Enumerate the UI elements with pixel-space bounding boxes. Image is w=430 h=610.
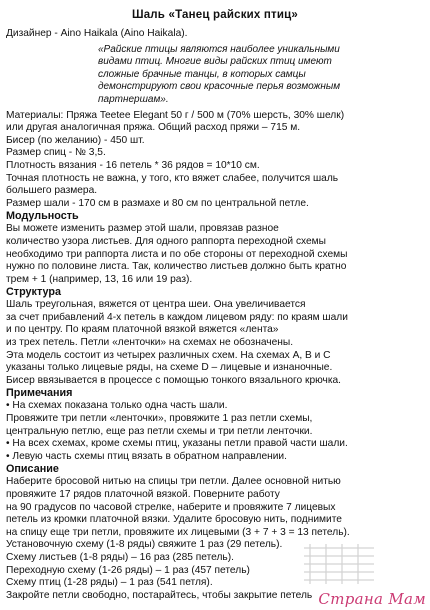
materials-line: большего размера.	[6, 185, 98, 197]
section-heading: Модульность	[6, 210, 79, 223]
section-line: • Левую часть схемы птиц вязать в обратном направлении.	[6, 450, 287, 462]
materials-line: Бисер (по желанию) - 450 шт.	[6, 134, 145, 146]
site-watermark: Страна Мам	[318, 590, 426, 608]
section-line: Схему листьев (1-8 ряды) – 16 раз (285 петель).	[6, 551, 234, 563]
materials-line: Материалы: Пряжа Teetee Elegant 50 г / 500 м (70% шерсть, 30% шелк)	[6, 109, 345, 121]
intro-quote	[98, 44, 403, 107]
section-line: Наберите бросовой нитью на спицы три петли. Далее основной нитью	[6, 476, 341, 488]
section-line: • На всех схемах, кроме схемы птиц, указаны петли правой части шали.	[6, 438, 348, 450]
section-line: провяжите 17 рядов платочной вязкой. Поверните работу	[6, 489, 280, 500]
materials-line: или другая аналогичная пряжа. Общий расход пряжи – 715 м.	[6, 122, 301, 134]
section-line: указаны только лицевые ряды, на схеме D – лицевые и изнаночные.	[6, 362, 333, 374]
quote-line: демонстрируют свои красочные перья возможным	[98, 81, 341, 93]
section-line: и по центру. По краям платочной вязкой вяжется «лента»	[6, 324, 279, 336]
section-line: Бисер ввязывается в процессе с помощью тонкого вязального крючка.	[6, 374, 342, 386]
section-line: петель из кромки платочной вязки. Удалите бросовую нить, поднимите	[6, 514, 342, 526]
section-line: на спицу еще три петли, провяжите их лицевыми (3 + 7 + 3 = 13 петель).	[6, 526, 350, 538]
section-line: Вы можете изменить размер этой шали, провязав разное	[6, 223, 279, 235]
quote-line: сложные брачные танцы, в которых самцы	[98, 68, 306, 80]
section-modularity	[6, 210, 424, 286]
section-line: трем + 1 (например, 13, 16 или 19 раз).	[6, 273, 193, 285]
watermark-stamp-icon	[300, 540, 378, 588]
quote-line: «Райские птицы являются наиболее уникальными	[98, 43, 340, 55]
materials-line: Размер шали - 170 см в размахе и 80 см по центральной петле.	[6, 197, 309, 209]
section-line: на 90 градусов по часовой стрелке, наберите и провяжите 7 лицевых	[6, 501, 336, 513]
quote-line: партнершам».	[98, 93, 169, 105]
section-line: • На схемах показана только одна часть шали.	[6, 400, 228, 412]
document-title: Шаль «Танец райских птиц»	[131, 9, 299, 21]
section-line: Эта модель состоит из четырех различных схем. На схемах А, В и С	[6, 349, 331, 361]
section-line: Схему птиц (1-28 ряды) – 1 раз (541 петля).	[6, 577, 213, 589]
section-line: Закройте петли свободно, постарайтесь, чтобы закрытие петель	[6, 589, 313, 601]
section-notes	[6, 387, 424, 463]
section-line: из трех петель. Петли «ленточки» на схемах не обозначены.	[6, 337, 294, 349]
document-page	[6, 8, 424, 602]
materials-line: Точная плотность не важна, у того, кто вяжет слабее, получится шаль	[6, 172, 339, 184]
section-line: нужно по половине листа. Так, количество листьев должно быть кратно	[6, 261, 347, 273]
section-structure	[6, 286, 424, 387]
section-heading: Структура	[6, 286, 61, 299]
materials-block	[6, 110, 424, 211]
section-line: количество узора листьев. Для одного раппорта переходной схемы	[6, 235, 327, 247]
designer-line: Дизайнер - Aino Haikala (Aino Haikala).	[6, 28, 188, 39]
quote-line: видами птиц. Многие виды райских птиц имеют	[98, 56, 332, 68]
section-line: Шаль треугольная, вяжется от центра шеи. Она увеличивается	[6, 299, 306, 311]
section-line: центральную петлю, еще раз петли схемы и три петли ленточки.	[6, 425, 313, 437]
materials-line: Размер спиц - № 3,5.	[6, 147, 106, 159]
section-heading: Примечания	[6, 387, 73, 400]
materials-line: Плотность вязания - 16 петель * 36 рядов = 10*10 см.	[6, 159, 260, 171]
section-line: Установочную схему (1-8 ряды) свяжите 1 раз (29 петель).	[6, 539, 283, 551]
section-heading: Описание	[6, 463, 59, 476]
section-line: за счет прибавлений 4-х петель в каждом лицевом ряду: по краям шали	[6, 311, 348, 323]
section-line: Переходную схему (1-26 ряды) – 1 раз (457 петель)	[6, 564, 250, 576]
section-line: необходимо три раппорта листа и по обе стороны от переходной схемы	[6, 248, 348, 260]
section-line: Провяжите три петли «ленточки», провяжите 1 раз петли схемы,	[6, 413, 313, 425]
